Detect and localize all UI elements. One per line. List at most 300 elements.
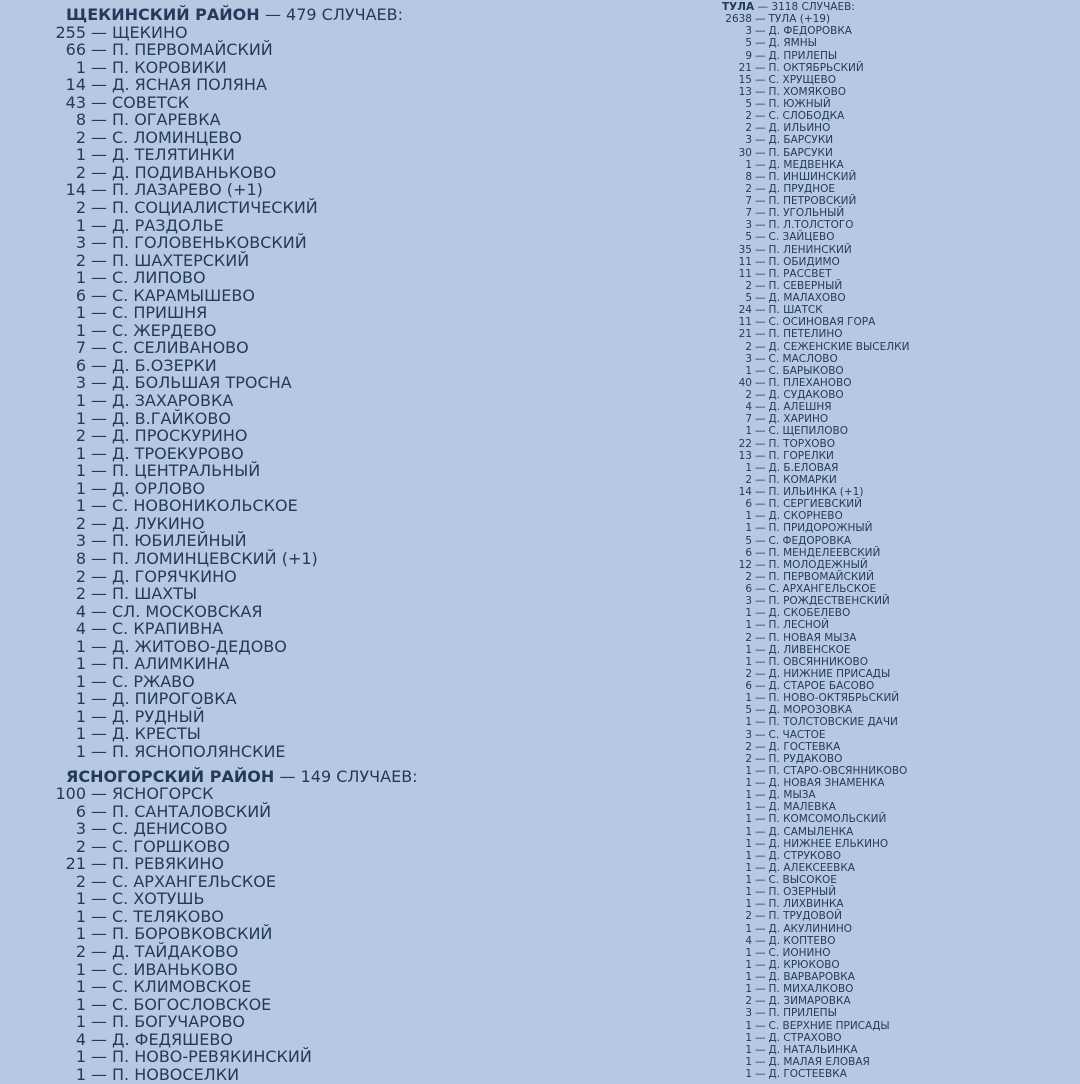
place-name: Д. ЛУКИНО	[112, 513, 205, 533]
case-count: 100	[55, 784, 86, 804]
place-name: С. ТЕЛЯКОВО	[112, 906, 224, 926]
case-row	[40, 59, 418, 77]
section-header	[66, 6, 418, 24]
place-name: Д. ФЕДОРОВКА	[768, 25, 852, 38]
case-count: 2	[745, 182, 752, 195]
case-row	[40, 996, 418, 1014]
place-name: П. РАССВЕТ	[768, 267, 832, 280]
dash-separator: —	[91, 689, 107, 709]
case-row	[40, 803, 418, 821]
dash-separator: —	[755, 583, 766, 595]
case-count: 2	[75, 513, 86, 533]
place-name: Д. НИЖНЕЕ ЕЛЬКИНО	[768, 837, 889, 850]
place-name: С. ХРУЩЕВО	[768, 73, 837, 86]
case-row	[40, 708, 418, 726]
case-count: 2	[75, 584, 86, 604]
place-name: П. ПЕРВОМАЙСКИЙ	[768, 570, 874, 583]
dash-separator: —	[91, 959, 107, 979]
place-name: Д. ПИРОГОВКА	[112, 689, 237, 709]
dash-separator: —	[755, 789, 766, 802]
case-row	[40, 1031, 418, 1049]
dash-separator: —	[755, 1019, 766, 1032]
place-name: С. РЖАВО	[112, 671, 195, 691]
case-count: 1	[75, 1064, 86, 1084]
dash-separator: —	[755, 522, 766, 535]
dash-separator: —	[91, 338, 107, 358]
place-name: С. КАРАМЫШЕВО	[112, 285, 255, 305]
place-name: П. ЯСНОПОЛЯНСКИЕ	[112, 741, 286, 761]
case-row	[40, 287, 418, 305]
case-count: 1	[75, 671, 86, 691]
case-count: 4	[745, 401, 752, 414]
place-name: П. ХОМЯКОВО	[768, 85, 847, 98]
case-row	[40, 820, 418, 838]
case-count: 2	[745, 910, 752, 923]
place-name: С. ДЕНИСОВО	[112, 819, 228, 839]
case-count: 14	[65, 75, 86, 95]
place-name: П. ПЛЕХАНОВО	[768, 376, 852, 389]
dash-separator: —	[755, 510, 766, 523]
section-title: ТУЛА	[722, 1, 755, 13]
case-row	[710, 716, 909, 728]
place-name: П. ГОРЕЛКИ	[768, 449, 834, 462]
case-count: 40	[738, 376, 752, 389]
case-row	[40, 234, 418, 252]
case-row	[710, 559, 909, 571]
place-name: П. ПРИДОРОЖНЫЙ	[768, 522, 873, 535]
dash-separator: —	[755, 425, 766, 438]
case-count: 1	[75, 994, 86, 1014]
section-suffix: — 149 СЛУЧАЕВ:	[279, 766, 418, 786]
case-count: 1	[745, 874, 752, 886]
place-name: С. НОВОНИКОЛЬСКОЕ	[112, 496, 298, 516]
case-count: 6	[745, 680, 752, 692]
dash-separator: —	[91, 601, 107, 621]
dash-separator: —	[755, 910, 766, 923]
dash-separator: —	[91, 871, 107, 891]
case-row	[40, 41, 418, 59]
place-name: Д. ГОРЯЧКИНО	[112, 566, 237, 586]
case-count: 1	[75, 689, 86, 709]
dash-separator: —	[755, 704, 766, 717]
case-list	[40, 24, 418, 761]
case-count: 1	[745, 425, 752, 438]
case-count: 5	[745, 534, 752, 547]
place-name: Д. ЯМНЫ	[768, 37, 817, 50]
dash-separator: —	[91, 1047, 107, 1067]
place-name: Д. НИЖНИЕ ПРИСАДЫ	[768, 667, 891, 680]
case-row	[710, 947, 909, 959]
case-row	[710, 1007, 909, 1019]
case-row	[40, 1066, 418, 1084]
district-section	[40, 768, 418, 1084]
case-row	[40, 497, 418, 515]
dash-separator: —	[91, 513, 107, 533]
dash-separator: —	[755, 146, 766, 159]
case-row	[710, 134, 909, 146]
dash-separator: —	[755, 655, 766, 668]
case-count: 1	[745, 983, 752, 996]
case-count: 2	[745, 389, 752, 401]
dash-separator: —	[755, 643, 766, 656]
place-name: Д. АЛЕКСЕЕВКА	[768, 861, 855, 874]
place-name: С. СЕЛИВАНОВО	[112, 338, 249, 358]
place-name: Д. ЗАХАРОВКА	[112, 391, 234, 411]
case-count: 1	[745, 510, 752, 523]
place-name: П. КОМАРКИ	[768, 473, 837, 486]
case-count: 1	[745, 1068, 752, 1080]
case-count: 1	[75, 145, 86, 165]
case-count: 1	[745, 837, 752, 850]
case-row	[710, 365, 909, 377]
place-name: П. ЦЕНТРАЛЬНЫЙ	[112, 461, 261, 481]
place-name: П. САНТАЛОВСКИЙ	[112, 801, 272, 821]
place-name: СОВЕТСК	[112, 92, 190, 112]
case-count: 5	[745, 292, 752, 304]
place-name: С. ИОНИНО	[768, 946, 831, 959]
case-row	[710, 401, 909, 413]
case-row	[710, 874, 909, 886]
case-count: 1	[745, 655, 752, 668]
dash-separator: —	[755, 389, 766, 401]
place-name: П. ПРИЛЕПЫ	[768, 1007, 837, 1020]
case-row	[40, 673, 418, 691]
place-name: П. ЛЕНИНСКИЙ	[768, 243, 852, 256]
case-count: 5	[745, 98, 752, 110]
dash-separator: —	[755, 667, 766, 680]
place-name: Д. Б.ОЗЕРКИ	[112, 355, 217, 375]
district-section	[710, 1, 909, 1080]
place-name: С. ЗАЙЦЕВО	[768, 231, 835, 244]
section-title: ЩЕКИНСКИЙ РАЙОН	[66, 5, 260, 24]
case-row	[710, 110, 909, 122]
case-row	[710, 1020, 909, 1032]
dash-separator: —	[755, 219, 766, 232]
case-row	[710, 183, 909, 195]
dash-separator: —	[91, 391, 107, 411]
dash-separator: —	[755, 546, 766, 559]
case-count: 1	[75, 706, 86, 726]
case-count: 7	[745, 413, 752, 426]
dash-separator: —	[91, 1012, 107, 1032]
place-name: П. АЛИМКИНА	[112, 654, 230, 674]
case-count: 1	[745, 1055, 752, 1068]
case-count: 7	[745, 195, 752, 207]
place-name: СЛ. МОСКОВСКАЯ	[112, 601, 263, 621]
dash-separator: —	[755, 934, 766, 947]
place-name: П. ОВСЯННИКОВО	[768, 655, 868, 668]
case-row	[710, 680, 909, 692]
case-count: 5	[745, 704, 752, 717]
case-row	[40, 199, 418, 217]
case-row	[40, 392, 418, 410]
place-name: С. АРХАНГЕЛЬСКОЕ	[112, 871, 276, 891]
case-row	[40, 690, 418, 708]
case-row	[710, 1044, 909, 1056]
case-row	[40, 725, 418, 743]
case-row	[710, 983, 909, 995]
case-row	[40, 838, 418, 856]
case-row	[40, 94, 418, 112]
case-count: 15	[738, 73, 752, 86]
dash-separator: —	[755, 255, 766, 268]
dash-separator: —	[755, 619, 766, 632]
dash-separator: —	[91, 478, 107, 498]
case-row	[40, 655, 418, 673]
place-name: П. УГОЛЬНЫЙ	[768, 207, 845, 220]
case-row	[710, 219, 909, 231]
case-count: 22	[738, 437, 752, 450]
dash-separator: —	[91, 854, 107, 874]
case-count: 2	[75, 162, 86, 182]
case-count: 1	[75, 977, 86, 997]
case-count: 11	[738, 255, 752, 268]
place-name: Д. ГОСТЕЕВКА	[768, 1068, 847, 1080]
place-name: П. ИЛЬИНКА (+1)	[768, 486, 864, 498]
dash-separator: —	[91, 303, 107, 323]
place-name: П. КОРОВИКИ	[112, 57, 227, 77]
place-name: Д. МАЛАХОВО	[768, 292, 846, 304]
case-count: 1	[745, 789, 752, 802]
dash-separator: —	[755, 825, 766, 838]
place-name: П. РЕВЯКИНО	[112, 854, 225, 874]
case-row	[710, 316, 909, 328]
case-count: 1	[745, 619, 752, 632]
case-row	[40, 515, 418, 533]
place-name: Д. СТРАХОВО	[768, 1031, 842, 1044]
case-count: 3	[75, 373, 86, 393]
case-row	[710, 692, 909, 704]
place-name: Д. МЫЗА	[768, 789, 816, 802]
case-count: 35	[738, 243, 752, 256]
place-name: П. ГОЛОВЕНЬКОВСКИЙ	[112, 233, 307, 253]
place-name: Д. ХАРИНО	[768, 413, 829, 426]
dash-separator: —	[755, 279, 766, 292]
case-count: 1	[745, 813, 752, 826]
case-count: 1	[745, 764, 752, 777]
dash-separator: —	[91, 22, 107, 42]
case-count: 1	[75, 1047, 86, 1067]
case-row	[710, 62, 909, 74]
case-row	[710, 971, 909, 983]
case-count: 3	[745, 134, 752, 147]
dash-separator: —	[91, 75, 107, 95]
place-name: Д. СТАРОЕ БАСОВО	[768, 680, 875, 692]
case-row	[710, 50, 909, 62]
place-name: Д. КРЮКОВО	[768, 958, 840, 971]
place-name: С. БОГОСЛОВСКОЕ	[112, 994, 272, 1014]
case-count: 1	[75, 303, 86, 323]
place-name: П. ТРУДОВОЙ	[768, 910, 843, 923]
dash-separator: —	[91, 548, 107, 568]
place-name: Д. ПРУДНОЕ	[768, 182, 836, 195]
case-count: 3	[75, 531, 86, 551]
place-name: Д. КОПТЕВО	[768, 934, 836, 947]
case-row	[710, 535, 909, 547]
place-name: Д. СТРУКОВО	[768, 849, 842, 862]
place-name: Д. Б.ЕЛОВАЯ	[768, 461, 839, 474]
case-count: 1	[745, 958, 752, 971]
case-count: 1	[745, 898, 752, 911]
case-count: 1	[75, 636, 86, 656]
place-name: Д. В.ГАЙКОВО	[112, 408, 231, 428]
case-count: 1	[75, 408, 86, 428]
place-name: П. ШАТСК	[768, 304, 823, 317]
case-count: 8	[745, 170, 752, 183]
case-count: 1	[745, 643, 752, 656]
case-count: 24	[738, 304, 752, 317]
case-count: 1	[745, 522, 752, 535]
place-name: П. НОВО-РЕВЯКИНСКИЙ	[112, 1047, 312, 1067]
case-count: 2	[745, 570, 752, 583]
case-count: 1	[745, 971, 752, 983]
dash-separator: —	[91, 110, 107, 130]
dash-separator: —	[755, 837, 766, 850]
dash-separator: —	[91, 801, 107, 821]
dash-separator: —	[755, 922, 766, 935]
dash-separator: —	[755, 874, 766, 886]
dash-separator: —	[755, 437, 766, 450]
dash-separator: —	[91, 145, 107, 165]
place-name: Д. РУДНЫЙ	[112, 706, 205, 726]
dash-separator: —	[755, 376, 766, 389]
case-count: 2	[745, 340, 752, 353]
place-name: П. ОЗЕРНЫЙ	[768, 886, 837, 899]
dash-separator: —	[755, 85, 766, 98]
case-row	[710, 486, 909, 498]
case-count: 6	[75, 801, 86, 821]
case-row	[710, 1056, 909, 1068]
case-row	[710, 25, 909, 37]
case-count: 13	[738, 449, 752, 462]
case-row	[710, 522, 909, 534]
place-name: Д. МОРОЗОВКА	[768, 704, 853, 717]
place-name: С. АРХАНГЕЛЬСКОЕ	[768, 583, 877, 595]
case-count: 30	[738, 146, 752, 159]
case-row	[710, 425, 909, 437]
case-count: 1	[745, 801, 752, 814]
place-name: Д. ФЕДЯШЕВО	[112, 1029, 233, 1049]
case-count: 4	[745, 934, 752, 947]
case-count: 2	[75, 871, 86, 891]
place-name: Д. БАРСУКИ	[768, 134, 834, 147]
place-name: Д. ТРОЕКУРОВО	[112, 443, 244, 463]
case-row	[710, 474, 909, 486]
place-name: Д. ОРЛОВО	[112, 478, 206, 498]
case-count: 1	[745, 886, 752, 899]
case-count: 8	[75, 110, 86, 130]
case-count: 14	[738, 486, 752, 498]
place-name: П. ЮБИЛЕЙНЫЙ	[112, 531, 247, 551]
case-row	[710, 377, 909, 389]
dash-separator: —	[755, 1007, 766, 1020]
dash-separator: —	[91, 889, 107, 909]
case-row	[710, 304, 909, 316]
dash-separator: —	[91, 162, 107, 182]
dash-separator: —	[91, 994, 107, 1014]
dash-separator: —	[755, 243, 766, 256]
case-row	[40, 427, 418, 445]
case-count: 7	[745, 207, 752, 220]
dash-separator: —	[91, 724, 107, 744]
dash-separator: —	[755, 449, 766, 462]
case-row	[710, 656, 909, 668]
dash-separator: —	[755, 498, 766, 511]
place-name: С. ПРИШНЯ	[112, 303, 208, 323]
case-row	[710, 159, 909, 171]
place-name: С. ГОРШКОВО	[112, 836, 230, 856]
dash-separator: —	[755, 61, 766, 74]
case-row	[710, 13, 909, 25]
case-count: 1	[745, 607, 752, 620]
case-count: 1	[745, 946, 752, 959]
dash-separator: —	[91, 1064, 107, 1084]
case-count: 255	[55, 22, 86, 42]
case-count: 3	[75, 233, 86, 253]
case-count: 3	[745, 1007, 752, 1020]
case-row	[40, 164, 418, 182]
case-row	[40, 638, 418, 656]
place-name: Д. НАТАЛЬИНКА	[768, 1043, 858, 1056]
right-column	[710, 1, 909, 1080]
case-row	[710, 547, 909, 559]
place-name: П. СЕРГИЕВСКИЙ	[768, 498, 862, 511]
case-count: 66	[65, 40, 86, 60]
place-name: С. ФЕДОРОВКА	[768, 534, 852, 547]
place-name: ЯСНОГОРСК	[112, 784, 214, 804]
case-row	[710, 741, 909, 753]
dash-separator: —	[755, 716, 766, 729]
case-row	[710, 753, 909, 765]
case-count: 1	[745, 825, 752, 838]
place-name: П. МОЛОДЕЖНЫЙ	[768, 558, 868, 571]
case-row	[710, 668, 909, 680]
dash-separator: —	[91, 408, 107, 428]
case-count: 2	[745, 995, 752, 1008]
case-count: 1	[75, 461, 86, 481]
case-row	[710, 571, 909, 583]
case-row	[40, 322, 418, 340]
dash-separator: —	[91, 636, 107, 656]
case-row	[710, 292, 909, 304]
case-count: 2	[745, 122, 752, 135]
case-count: 4	[75, 619, 86, 639]
left-column	[40, 6, 418, 1083]
case-count: 2	[745, 752, 752, 765]
case-row	[710, 801, 909, 813]
dash-separator: —	[755, 413, 766, 426]
dash-separator: —	[755, 195, 766, 207]
dash-separator: —	[755, 898, 766, 911]
dash-separator: —	[755, 849, 766, 862]
case-count: 2	[75, 941, 86, 961]
case-row	[40, 269, 418, 287]
dash-separator: —	[755, 352, 766, 365]
case-row	[710, 328, 909, 340]
case-count: 3	[745, 352, 752, 365]
dash-separator: —	[755, 570, 766, 583]
dash-separator: —	[91, 355, 107, 375]
dash-separator: —	[755, 995, 766, 1008]
place-name: П. ПЕТРОВСКИЙ	[768, 195, 857, 207]
case-row	[40, 146, 418, 164]
place-name: П. НОВАЯ МЫЗА	[768, 631, 857, 644]
case-row	[710, 910, 909, 922]
place-name: Д. СКОБЕЛЕВО	[768, 607, 851, 620]
dash-separator: —	[755, 13, 766, 26]
dash-separator: —	[91, 924, 107, 944]
place-name: П. НОВО-ОКТЯБРЬСКИЙ	[768, 692, 900, 705]
